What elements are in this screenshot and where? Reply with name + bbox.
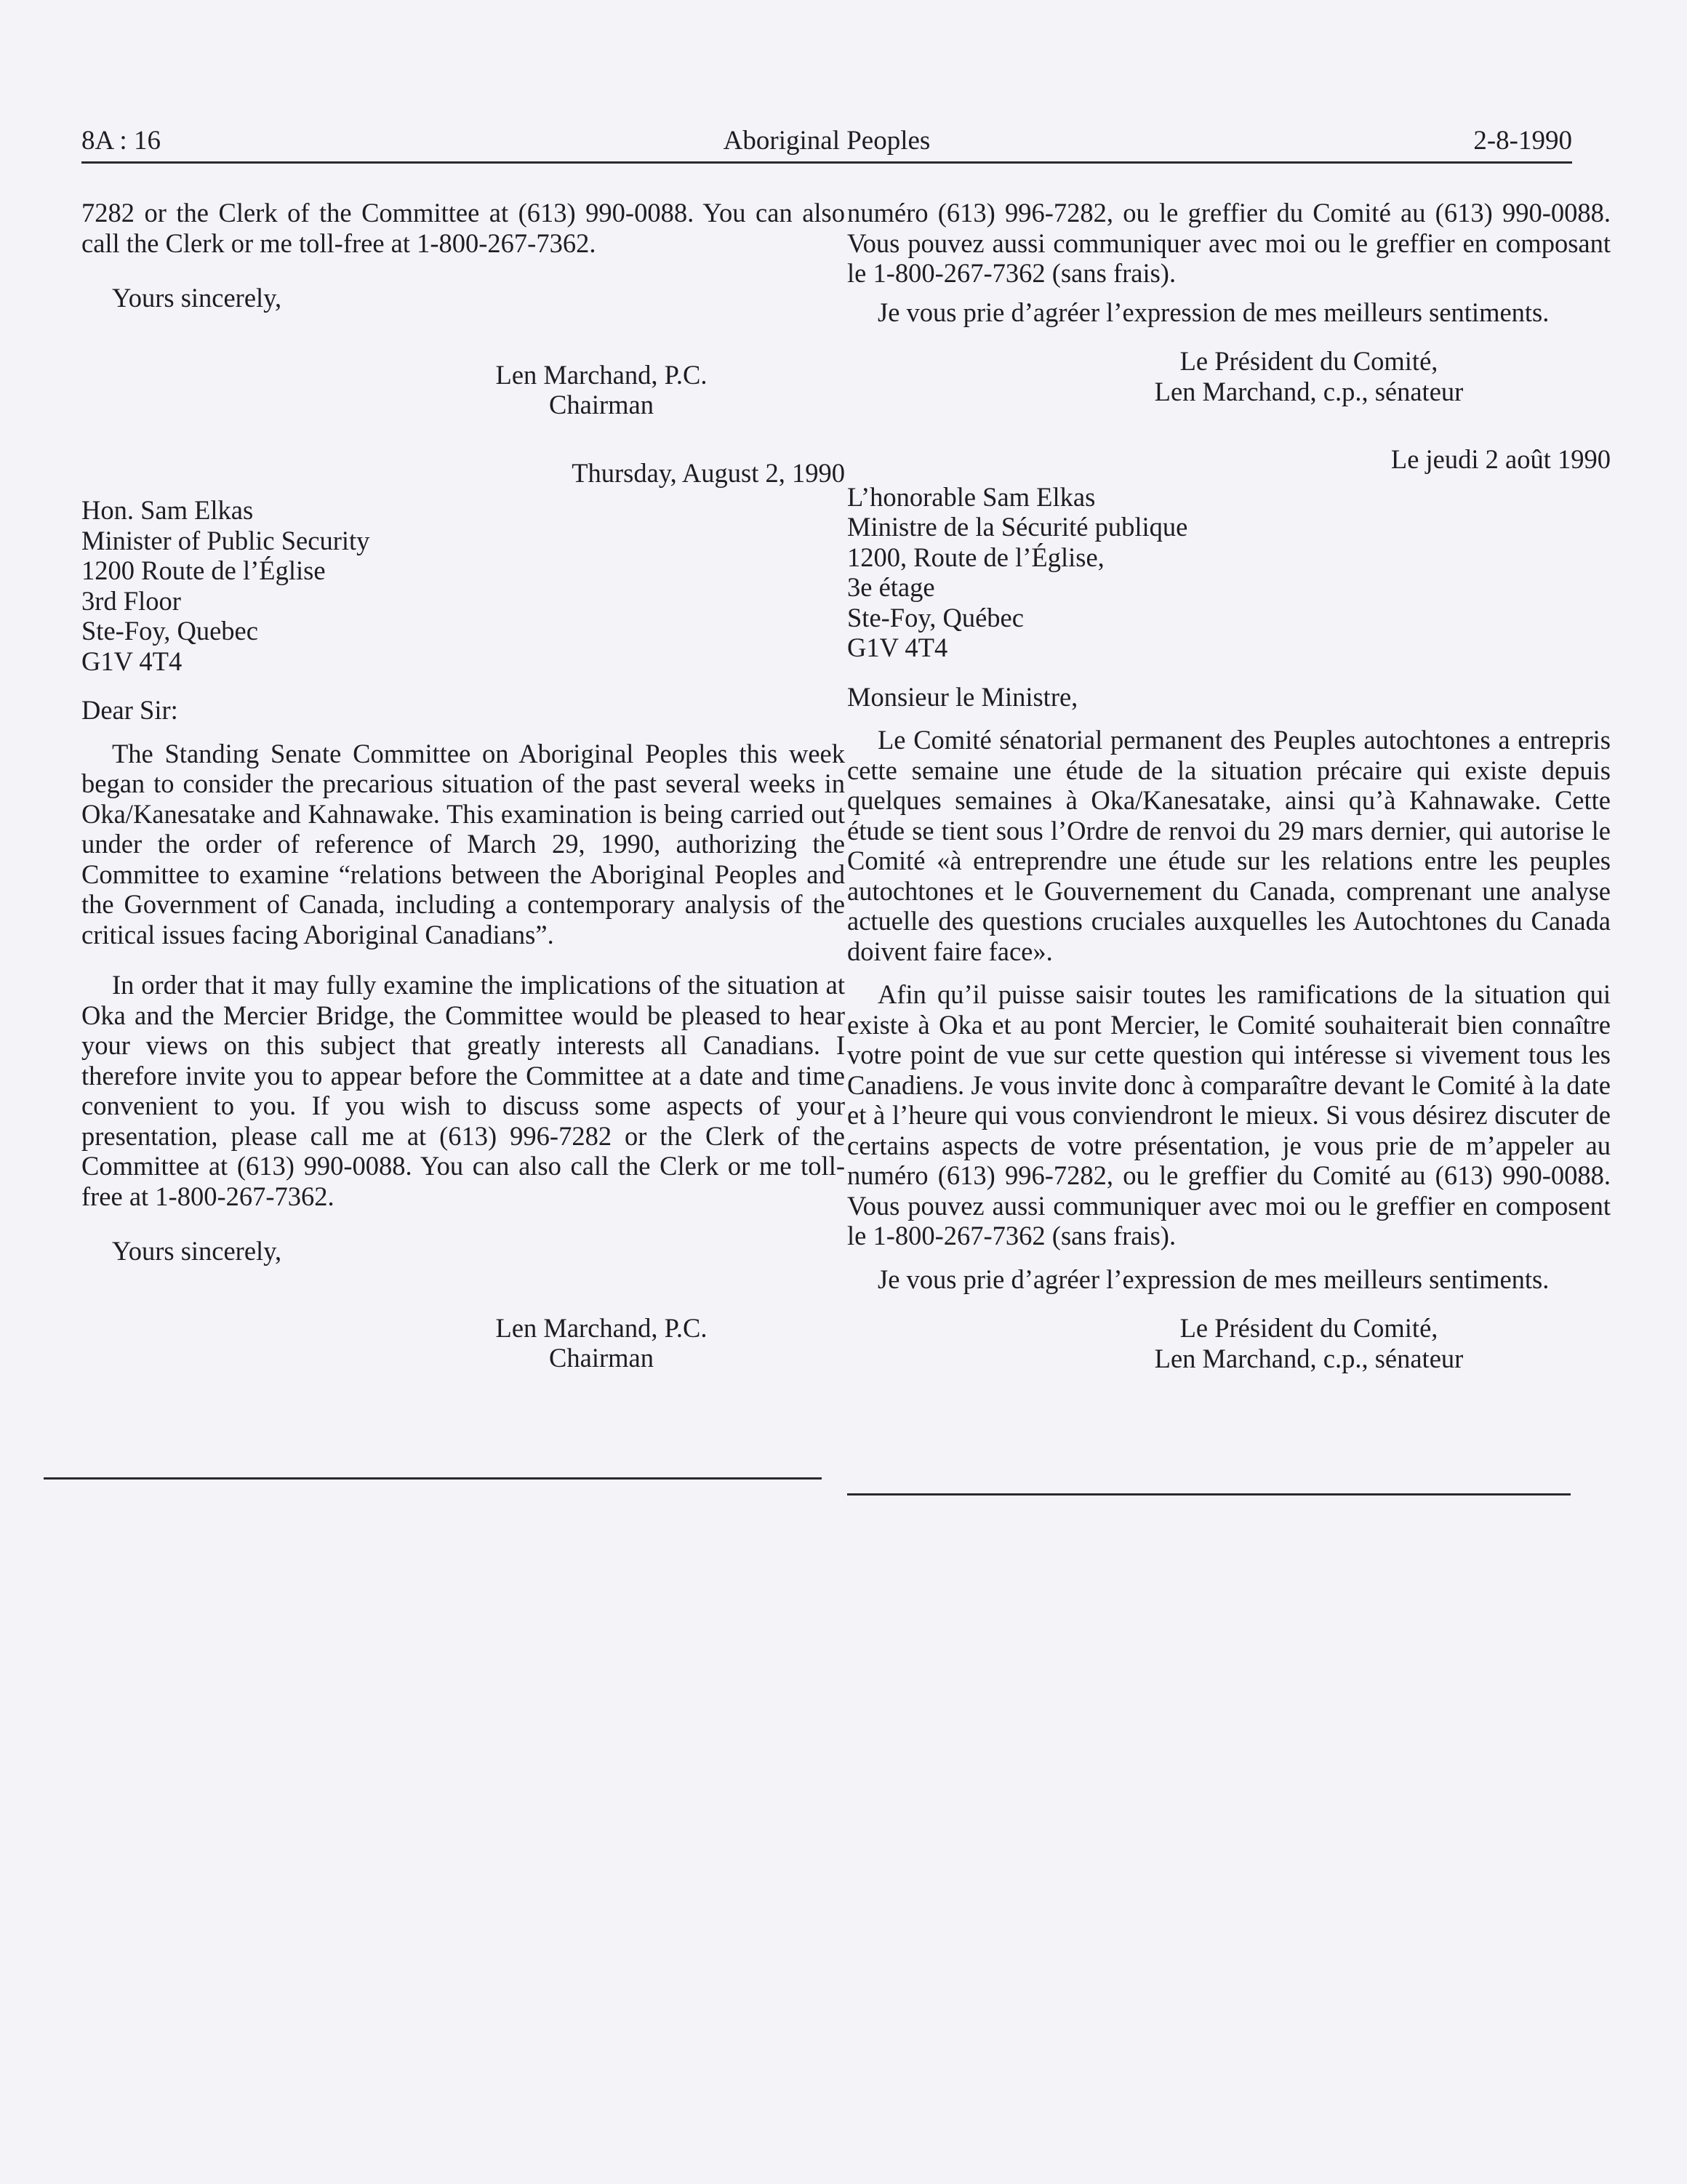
french-column	[847, 198, 1611, 1373]
address-line: 1200, Route de l’Église,	[847, 542, 1105, 572]
signature-name: Len Marchand, c.p., sénateur	[1154, 376, 1464, 406]
french-paragraph-1: Le Comité sénatorial permanent des Peuples autochtones a entrepris cette semaine une étude de la situation précaire qui existe depuis quelques semaines à Oka/Kanesatake, ainsi qu’à Kahnawake. Cette étude se tient sous l’Ordre de renvoi du 29 mars dernier, qui autorise le Comité «à entreprendre une étude sur les relations entre les peuples autochtones et le Gouvernement du Canada, comprenant une analyse actuelle des questions cruciales auxquelles les Autochtones du Canada doivent faire face».	[847, 725, 1611, 966]
english-column	[81, 198, 845, 1373]
english-date-line: Thursday, August 2, 1990	[572, 457, 845, 488]
address-line: G1V 4T4	[81, 646, 183, 676]
french-continuation: numéro (613) 996-7282, ou le greffier du Comité au (613) 990-0088. Vous pouvez aussi communiquer avec moi ou le greffier en composant le 1-800-267-7362 (sans frais).	[847, 198, 1611, 288]
english-paragraph-2: In order that it may fully examine the implications of the situation at Oka and the Mercier Bridge, the Committee would be pleased to hear your views on this subject that greatly interests all Canadians. I therefore invite you to appear before the Committee at a date and time convenient to you. If you wish to discuss some aspects of your presentation, please call me at (613) 996-7282 or the Clerk of the Committee at (613) 990-0088. You can also call the Clerk or me toll-free at 1-800-267-7362.	[81, 970, 845, 1211]
english-continuation: 7282 or the Clerk of the Committee at (613) 990-0088. You can also call the Clerk or me toll-free at 1-800-267-7362.	[81, 198, 845, 258]
signature-title: Chairman	[549, 390, 654, 419]
page-number: 8A : 16	[81, 126, 161, 156]
english-paragraph-1: The Standing Senate Committee on Aboriginal Peoples this week began to consider the precarious situation of the past several weeks in Oka/Kanesatake and Kahnawake. This examination is being carried out under the order of reference of March 29, 1990, authorizing the Committee to examine “relations between the Aboriginal Peoples and the Government of Canada, including a contemporary analysis of the critical issues facing Aboriginal Canadians”.	[81, 738, 845, 950]
address-line: L’honorable Sam Elkas	[847, 481, 1096, 512]
address-line: Ste-Foy, Quebec	[81, 616, 258, 646]
english-salutation: Dear Sir:	[81, 695, 178, 725]
french-signature-2	[847, 1313, 1611, 1373]
header-date: 2-8-1990	[1473, 126, 1572, 156]
address-line: Minister of Public Security	[81, 525, 370, 555]
address-line: 3e étage	[847, 572, 935, 602]
signature-name: Len Marchand, P.C.	[495, 1312, 708, 1343]
english-closing-2: Yours sincerely,	[112, 1236, 282, 1266]
french-closing-2: Je vous prie d’agréer l’expression de mes meilleurs sentiments.	[878, 1264, 1550, 1294]
address-line: Ministre de la Sécurité publique	[847, 512, 1188, 542]
running-header	[81, 125, 1572, 166]
signature-name: Len Marchand, P.C.	[495, 359, 708, 390]
english-signature-1	[81, 360, 845, 420]
english-closing-1: Yours sincerely,	[112, 283, 282, 313]
french-signature-1	[847, 346, 1611, 406]
address-line: Ste-Foy, Québec	[847, 602, 1024, 633]
english-address-block	[81, 495, 845, 676]
address-line: Hon. Sam Elkas	[81, 495, 254, 525]
french-salutation: Monsieur le Ministre,	[847, 681, 1078, 712]
english-signature-2	[81, 1313, 845, 1373]
signature-title: Le Président du Comité,	[1179, 1313, 1438, 1343]
address-line: 3rd Floor	[81, 585, 181, 616]
bottom-rule-left	[44, 1477, 822, 1480]
french-address-block	[847, 482, 1611, 663]
signature-title: Chairman	[549, 1343, 654, 1373]
address-line: G1V 4T4	[847, 633, 948, 662]
signature-title: Le Président du Comité,	[1179, 346, 1438, 376]
french-paragraph-2: Afin qu’il puisse saisir toutes les ramifications de la situation qui existe à Oka et au pont Mercier, le Comité souhaiterait bien connaître votre point de vue sur cette question qui intéresse si vivement tous les Canadiens. Je vous invite donc à comparaître devant le Comité à la date et à l’heure qui vous conviendront le mieux. Si vous désirez discuter de certains aspects de votre présentation, je vous prie de m’appeler au numéro (613) 996-7282, ou le greffier du Comité au (613) 990-0088. Vous pouvez aussi communiquer avec moi ou le greffier en composent le 1-800-267-7362 (sans frais).	[847, 979, 1611, 1250]
header-rule	[81, 161, 1572, 164]
french-closing-1: Je vous prie d’agréer l’expression de mes meilleurs sentiments.	[878, 297, 1550, 327]
address-line: 1200 Route de l’Église	[81, 555, 326, 585]
signature-name: Len Marchand, c.p., sénateur	[1154, 1343, 1464, 1373]
french-date-line: Le jeudi 2 août 1990	[1390, 444, 1611, 474]
page-title: Aboriginal Peoples	[723, 126, 931, 156]
bottom-rule-right	[847, 1493, 1571, 1496]
